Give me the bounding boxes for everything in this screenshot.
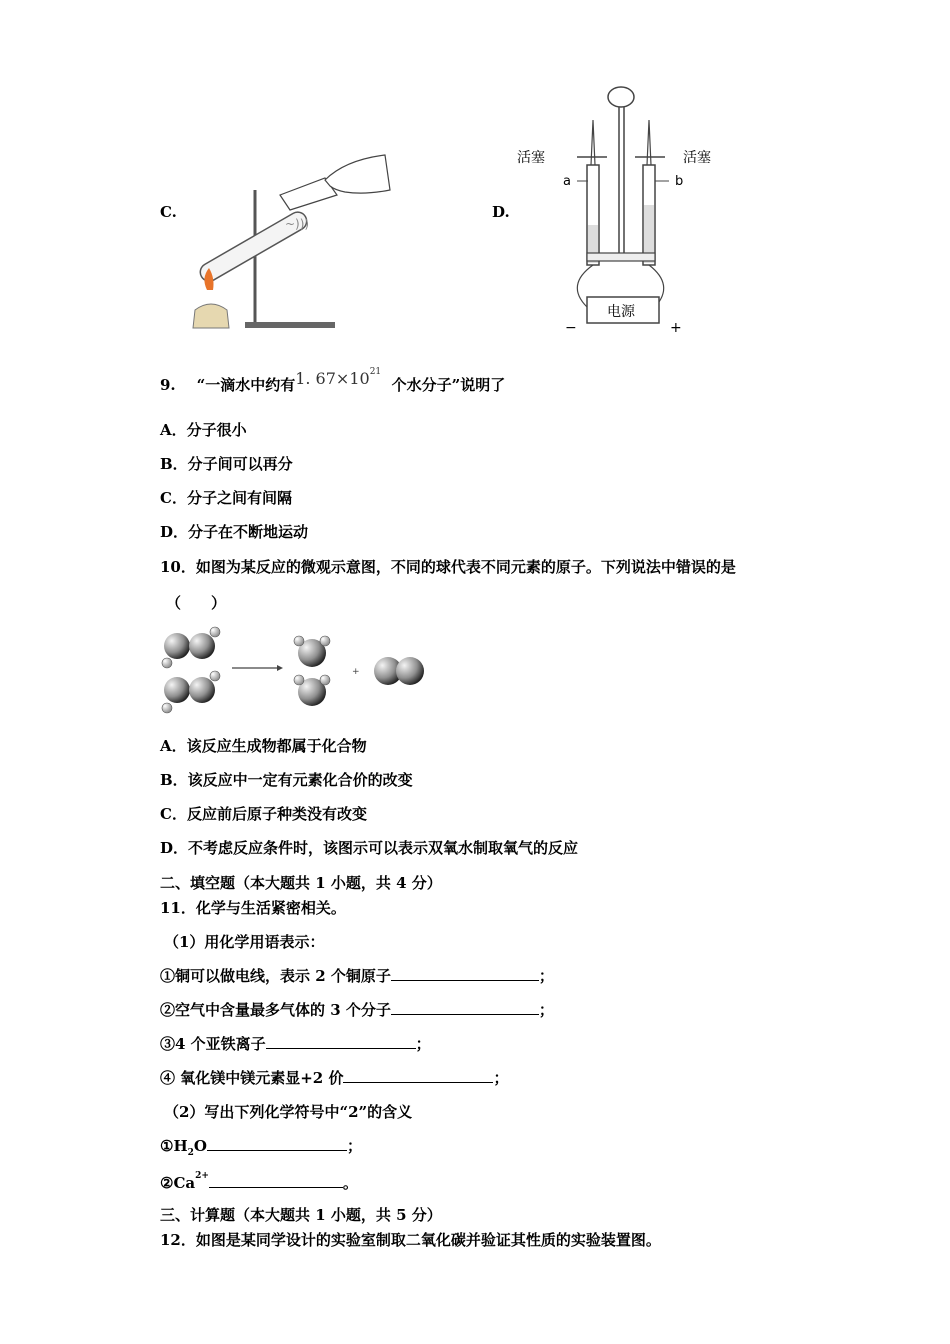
funnel [608,87,634,107]
q10-option-b: B．该反应中一定有元素化合价的改变 [160,771,413,789]
semicolon: ； [346,1137,362,1155]
q11-item-4-text: ④ 氧化镁中镁元素显+2 价 [160,1069,344,1087]
answer-blank-5[interactable] [207,1136,347,1151]
period: 。 [342,1174,358,1192]
stand-base [245,322,335,328]
q11-item-1 [160,966,554,986]
plus-sign: + [352,667,360,677]
q10-paren: （ ） [166,594,227,612]
q9-scientific-times: ×10 [335,369,370,388]
power-label: 电源 [607,304,635,320]
semicolon: ； [538,967,554,985]
h2o-subscript: 2 [187,1148,194,1158]
option-d-label: D. [492,203,510,221]
q9-option-d: D．分子在不断地运动 [160,523,309,541]
reactant-molecule-2 [162,671,220,713]
q9-number: 9. [160,376,176,394]
answer-blank-2[interactable] [391,1000,539,1015]
answer-blank-3[interactable] [266,1034,416,1049]
q11-item-3-text: ③4 个亚铁离子 [160,1035,266,1053]
semicolon: ； [538,1001,554,1019]
q11-part2: （2）写出下列化学符号中“2”的含义 [164,1103,413,1121]
product-molecule-1 [294,636,330,667]
q11-item-3 [160,1034,431,1054]
q11-item-2 [160,1000,554,1020]
q9-scientific-mantissa: 1. 67 [295,369,336,388]
answer-blank-6[interactable] [209,1173,343,1188]
plus-sign: + [670,320,682,336]
h2o-prefix: ①H [160,1137,188,1155]
q11-item-2-text: ②空气中含量最多气体的 3 个分子 [160,1001,391,1019]
alcohol-lamp [193,304,229,328]
section-3-heading: 三、计算题（本大题共 1 小题，共 5 分） [160,1206,442,1224]
hand [325,155,390,193]
section-2-heading: 二、填空题（本大题共 1 小题，共 4 分） [160,874,442,892]
h2o-suffix: O [193,1137,207,1155]
q9-scientific-exponent: 21 [369,367,382,377]
q9-stem-before: “一滴水中约有 [196,376,296,394]
stopcock-right-label: 活塞 [683,150,711,166]
mouth-decoration: ~))) [285,217,310,231]
ca-prefix: ②Ca [160,1174,196,1192]
q12-stem: 12．如图是某同学设计的实验室制取二氧化碳并验证其性质的实验装置图。 [160,1231,661,1249]
ca-superscript: 2+ [195,1171,209,1181]
option-c-label: C. [160,203,177,221]
q11-item-1-text: ①铜可以做电线，表示 2 个铜原子 [160,967,391,985]
q11-h2o-line [160,1136,362,1163]
semicolon: ； [493,1069,509,1087]
stopcock-left-label: 活塞 [517,150,545,166]
q9-stem [160,367,506,395]
answer-blank-4[interactable] [343,1068,493,1083]
q9-option-b: B．分子间可以再分 [160,455,293,473]
electrolysis-apparatus-figure [515,75,725,340]
q11-item-4 [160,1068,508,1088]
reactant-molecule-1 [162,627,220,668]
minus-sign: − [565,320,577,336]
reaction-diagram [155,625,445,720]
q9-stem-after: 个水分子”说明了 [391,376,506,394]
semicolon: ； [415,1035,431,1053]
q11-part1: （1）用化学用语表示： [164,933,325,951]
q9-option-c: C．分子之间有间隔 [160,489,292,507]
q10-option-a: A．该反应生成物都属于化合物 [160,737,367,755]
q10-option-d: D．不考虑反应条件时，该图示可以表示双氧水制取氧气的反应 [160,839,579,857]
heating-apparatus-figure [185,150,395,335]
product-molecule-3 [374,657,424,685]
label-b: b [675,174,684,189]
q11-ca-line [160,1170,358,1193]
answer-blank-1[interactable] [391,966,539,981]
product-molecule-2 [294,675,330,706]
q9-option-a: A．分子很小 [160,421,247,439]
q10-stem: 10．如图为某反应的微观示意图，不同的球代表不同元素的原子。下列说法中错误的是 [160,558,736,576]
q11-stem: 11．化学与生活紧密相关。 [160,899,346,917]
label-a: a [563,174,571,189]
q10-option-c: C．反应前后原子种类没有改变 [160,805,367,823]
